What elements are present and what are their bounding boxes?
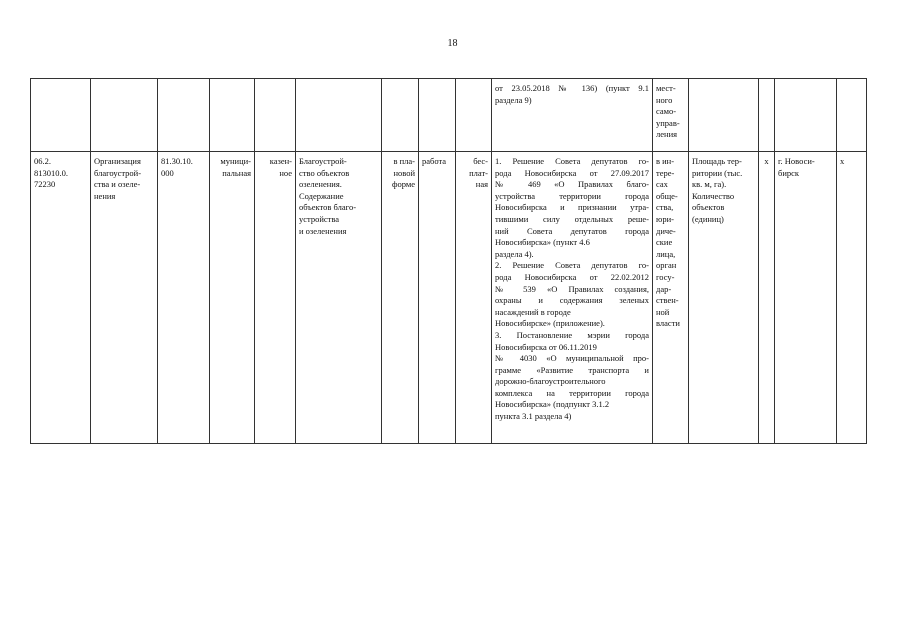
cell-institution — [255, 79, 296, 152]
cell-x1 — [759, 152, 775, 444]
text-line: раздела 4). — [495, 248, 534, 259]
text-line: бес- — [473, 156, 488, 166]
text-line: 81.30.10. — [161, 156, 193, 166]
text-line: 72230 — [34, 179, 56, 190]
text-line: ства и озеле- — [94, 179, 141, 190]
text-line: сах — [656, 179, 668, 190]
text-line: от 23.05.2018 № 136) (пункт 9.1 — [495, 83, 649, 93]
text-line: рода Новосибирска от 27.09.2017 — [495, 167, 649, 178]
text-line: ной — [656, 306, 670, 317]
cell-okved — [158, 79, 210, 152]
text-line: плат- — [469, 167, 488, 178]
x-mark: х — [840, 156, 845, 166]
text-line: мест- — [656, 83, 676, 93]
text-line: № 4030 «О муниципальной про- — [495, 353, 649, 364]
text-line: дорожно-благоустроительного — [495, 376, 606, 387]
cell-kind — [419, 79, 456, 152]
text-line: пальная — [222, 167, 251, 178]
text-line: Новосибирска» (пункт 4.6 — [495, 237, 590, 248]
cell-institution — [255, 152, 296, 444]
cell-code — [31, 152, 91, 444]
text-line: Количество — [692, 190, 735, 201]
text-line: раздела 9) — [495, 94, 532, 105]
text-line: ствен- — [656, 295, 679, 306]
text-line: и озеленения — [299, 225, 347, 236]
cell-place — [775, 79, 837, 152]
text-line: озеленения. — [299, 179, 342, 190]
cell-form — [382, 152, 419, 444]
cell-legal-basis — [492, 79, 653, 152]
text-line: г. Новоси- — [778, 156, 815, 166]
text-line: № 469 «О Правилах благо- — [495, 179, 649, 190]
text-line: ного — [656, 94, 673, 105]
text-line: управ- — [656, 117, 680, 128]
text-line: ство объектов — [299, 167, 350, 178]
text-line: дар- — [656, 283, 672, 294]
text-line: в ин- — [656, 156, 675, 166]
cell-consumers — [653, 152, 689, 444]
text-line: новой — [393, 167, 415, 178]
text-line: Организация — [94, 156, 141, 166]
text-line: казен- — [269, 156, 292, 166]
cell-x2 — [837, 152, 867, 444]
services-register-table — [30, 78, 867, 444]
text-line: работа — [422, 156, 447, 166]
cell-code — [31, 79, 91, 152]
text-line: грамме «Развитие транспорта и — [495, 364, 649, 375]
text-line: Благоустрой- — [299, 156, 347, 166]
text-line: нения — [94, 190, 116, 201]
cell-name — [91, 152, 158, 444]
text-line: бирск — [778, 167, 800, 178]
cell-name — [91, 79, 158, 152]
cell-place — [775, 152, 837, 444]
cell-content — [296, 152, 382, 444]
text-line: благоустрой- — [94, 167, 142, 178]
cell-consumers — [653, 79, 689, 152]
text-line: ские — [656, 237, 673, 248]
text-line: Площадь тер- — [692, 156, 742, 166]
text-line: само- — [656, 106, 677, 117]
text-line: 000 — [161, 167, 174, 178]
cell-type — [210, 152, 255, 444]
text-line: Новосибирска и признании утра- — [495, 202, 649, 213]
table-row — [31, 79, 867, 152]
text-line: устройства территории города — [495, 190, 649, 201]
text-line: тившими силу отдельных реше- — [495, 213, 649, 224]
text-line: рода Новосибирска от 22.02.2012 — [495, 271, 649, 282]
text-line: устройства — [299, 213, 340, 224]
cell-x2 — [837, 79, 867, 152]
cell-type — [210, 79, 255, 152]
text-line: ства, — [656, 202, 674, 213]
text-line: Новосибирска от 06.11.2019 — [495, 341, 597, 352]
text-line: власти — [656, 318, 680, 329]
text-line: тере- — [656, 167, 675, 178]
text-line: ний Совета депутатов города — [495, 225, 649, 236]
cell-kind — [419, 152, 456, 444]
text-line: Новосибирске» (приложение). — [495, 318, 605, 329]
cell-indicators — [689, 79, 759, 152]
page-number: 18 — [447, 38, 458, 49]
text-line: кв. м, га). — [692, 179, 727, 190]
text-line: насаждений в городе — [495, 306, 571, 317]
text-line: объектов — [692, 202, 725, 213]
cell-form — [382, 79, 419, 152]
text-line: ритории (тыс. — [692, 167, 743, 178]
text-line: в пла- — [393, 156, 415, 166]
text-line: обще- — [656, 190, 678, 201]
x-mark: х — [764, 156, 769, 166]
text-line: (единиц) — [692, 213, 724, 224]
text-line: 06.2. — [34, 156, 51, 166]
table-row — [31, 152, 867, 444]
text-line: форме — [391, 179, 415, 190]
cell-payment — [456, 79, 492, 152]
text-line: госу- — [656, 271, 675, 282]
text-line: № 539 «О Правилах создания, — [495, 283, 649, 294]
cell-okved — [158, 152, 210, 444]
text-line: орган — [656, 260, 677, 271]
cell-indicators — [689, 152, 759, 444]
text-line: муници- — [220, 156, 251, 166]
text-line: 2. Решение Совета депутатов го- — [495, 260, 649, 271]
text-line: объектов благо- — [299, 202, 357, 213]
text-line: Новосибирска» (подпункт 3.1.2 — [495, 399, 610, 410]
text-line: 1. Решение Совета депутатов го- — [495, 156, 649, 166]
cell-content — [296, 79, 382, 152]
cell-payment — [456, 152, 492, 444]
text-line: 813010.0. — [34, 167, 68, 178]
text-line: лица, — [656, 248, 676, 259]
text-line: пункта 3.1 раздела 4) — [495, 411, 572, 422]
cell-x1 — [759, 79, 775, 152]
text-line: охраны и содержания зеленых — [495, 295, 649, 306]
text-line: ления — [656, 129, 678, 140]
cell-legal-basis — [492, 152, 653, 444]
text-line: 3. Постановление мэрии города — [495, 329, 649, 340]
text-line: комплекса на территории города — [495, 387, 649, 398]
text-line: ная — [475, 179, 488, 190]
text-line: ное — [279, 167, 292, 178]
text-line: Содержание — [299, 190, 344, 201]
text-line: диче- — [656, 225, 676, 236]
text-line: юри- — [656, 213, 674, 224]
